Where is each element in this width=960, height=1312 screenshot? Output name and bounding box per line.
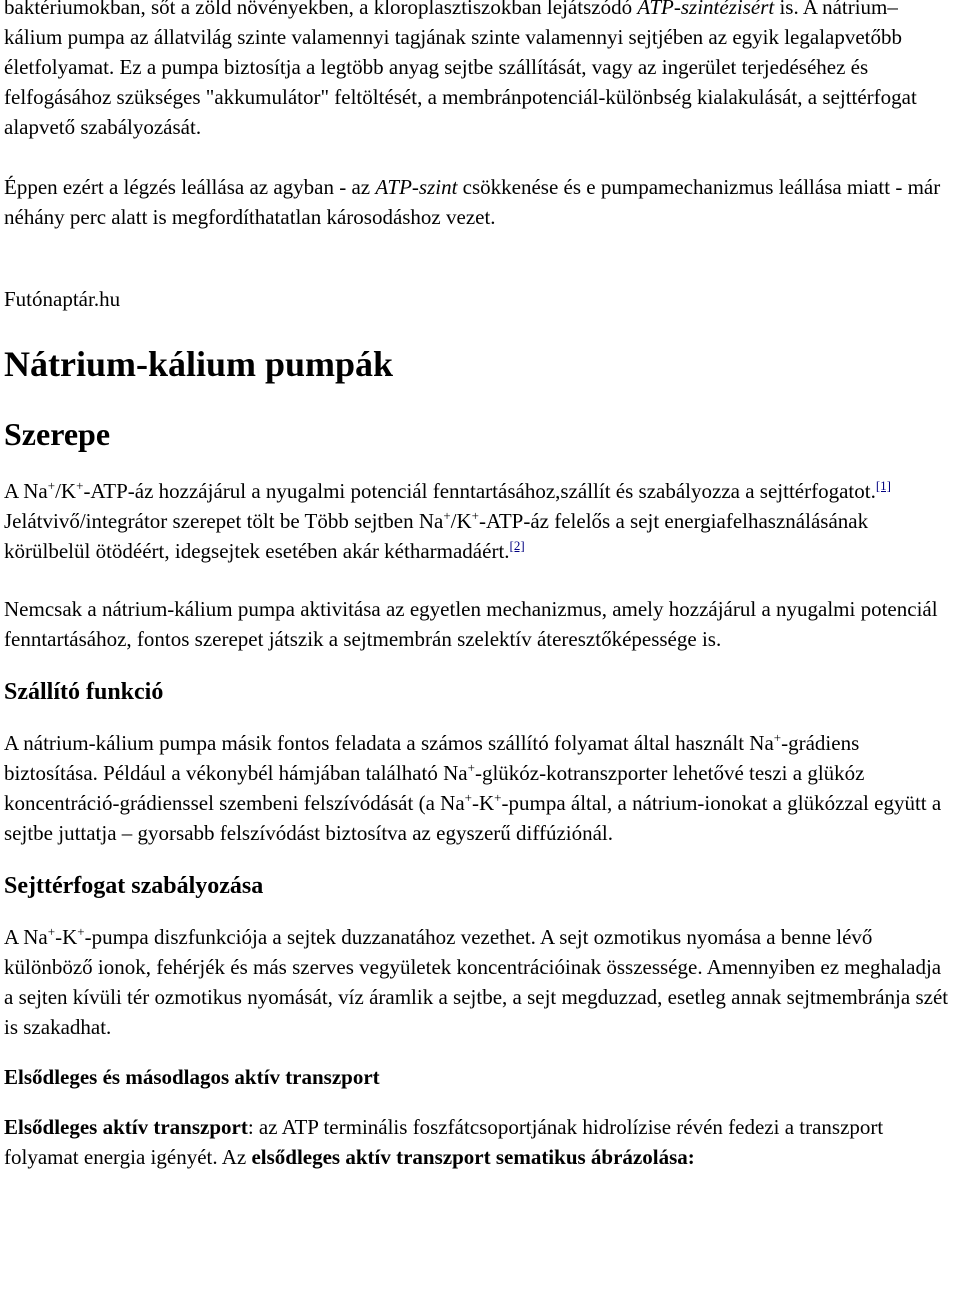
- szerepe-paragraph-1: [4, 476, 952, 566]
- breathing-text: Éppen ezért a légzés leállása az agyban - az: [4, 175, 376, 199]
- section-heading-szallito: Szállító funkció: [4, 679, 164, 705]
- superscript-plus: +: [47, 924, 56, 939]
- superscript-plus: +: [467, 760, 475, 775]
- text-run: -ATP-áz hozzájárul a nyugalmi potenciál fenntartásához,szállít és szabályozza a sejttérfogatot.: [83, 479, 876, 503]
- text-run: /K: [450, 509, 472, 533]
- bold-term: elsődleges aktív transzport sematikus ábrázolása:: [251, 1145, 695, 1169]
- intro-paragraph: [4, 0, 952, 142]
- text-run: A Na: [4, 925, 48, 949]
- breathing-paragraph: [4, 172, 952, 232]
- text-run: /K: [55, 479, 77, 503]
- superscript-plus: +: [464, 790, 472, 805]
- text-run: -pumpa diszfunkciója a sejtek duzzanatához vezethet. A sejt ozmotikus nyomása a benne lévő különböző ionok, fehérjék és más szerves vegyületek koncentrációinak összessége. Amennyiben ez meghaladja a sejten kívüli tér ozmotikus nyomását, víz áramlik a sejtbe, a sejt megduzzad, esetleg annak sejtmembránja szét is szakadhat.: [4, 925, 949, 1039]
- superscript-plus: +: [471, 508, 479, 523]
- text-run: -glükóz-kotranszporter lehetővé teszi a glükóz koncentráció-grádienssel szembeni felszívódását (a Na: [4, 761, 865, 815]
- superscript-plus: +: [76, 478, 84, 493]
- text-run: A Na: [4, 479, 48, 503]
- text-run: -pumpa által, a nátrium-ionokat a glükózzal együtt a sejtbe juttatja – gyorsabb felszívódást biztosítva az egyszerű diffúziónál.: [4, 791, 942, 845]
- sejtterfogat-paragraph: [4, 922, 952, 1042]
- atp-synthesis-term: ATP-szintézisért: [637, 0, 775, 19]
- text-run: : az ATP terminális foszfátcsoportjának hidrolízise révén fedezi a transzport folyamat energia igényét. Az: [4, 1115, 884, 1169]
- page-title: Nátrium-kálium pumpák: [4, 344, 394, 384]
- intro-text-rest: is. A nátrium–kálium pumpa az állatvilág szinte valamennyi tagjának szinte valamennyi sejtjében az egyik legalapvetőbb életfolyamat. Ez a pumpa biztosítja a legtöbb anyag sejtbe szállítását, vagy az ingerület terjedéséhez és felfogásához szükséges "akkumulátor" feltöltését, a membránpotenciál-különbség kialakulását, a sejttérfogat alapvető szabályozását.: [4, 0, 917, 139]
- superscript-plus: +: [494, 790, 502, 805]
- szerepe-paragraph-2: Nemcsak a nátrium-kálium pumpa aktivitása az egyetlen mechanizmus, amely hozzájárul a nyugalmi potenciál fenntartásához, fontos szerepet játszik a sejtmembrán szelektív áteresztőképessége is.: [4, 597, 938, 651]
- text-run: -ATP-áz felelős a sejt energiafelhasználásának körülbelül ötödéért, idegsejtek esetében akár kétharmadáért.: [4, 509, 869, 563]
- breathing-text-rest: csökkenése és e pumpamechanizmus leállása miatt - már néhány perc alatt is megfordíthatatlan károsodáshoz vezet.: [4, 175, 941, 229]
- superscript-plus: +: [443, 508, 451, 523]
- superscript-plus: +: [773, 730, 782, 745]
- superscript-plus: +: [47, 478, 56, 493]
- footnote-link-2[interactable]: [2]: [509, 538, 525, 553]
- szallito-paragraph: [4, 728, 952, 848]
- section-heading-aktiv-transzport: Elsődleges és másodlagos aktív transzport: [4, 1065, 380, 1089]
- footnote-link-1[interactable]: [1]: [875, 478, 892, 493]
- atp-level-term: ATP-szint: [375, 175, 458, 199]
- text-run: -grádiens biztosítása. Például a vékonybél hámjában található Na: [4, 731, 860, 785]
- section-heading-sejtterfogat: Sejttérfogat szabályozása: [4, 873, 264, 899]
- aktiv-transzport-paragraph: [4, 1112, 952, 1172]
- source-label: Futónaptár.hu: [4, 287, 121, 311]
- superscript-plus: +: [77, 924, 85, 939]
- intro-text: baktériumokban, sőt a zöld növényekben, a kloroplasztiszokban lejátszódó: [4, 0, 638, 19]
- text-run: A nátrium-kálium pumpa másik fontos feladata a számos szállító folyamat által használt Na: [4, 731, 774, 755]
- text-run: -K: [55, 925, 78, 949]
- bold-term: Elsődleges aktív transzport: [4, 1115, 248, 1139]
- section-heading-szerepe: Szerepe: [4, 416, 111, 452]
- text-run: Jelátvivő/integrátor szerepet tölt be Több sejtben Na: [4, 509, 444, 533]
- text-run: -K: [471, 791, 495, 815]
